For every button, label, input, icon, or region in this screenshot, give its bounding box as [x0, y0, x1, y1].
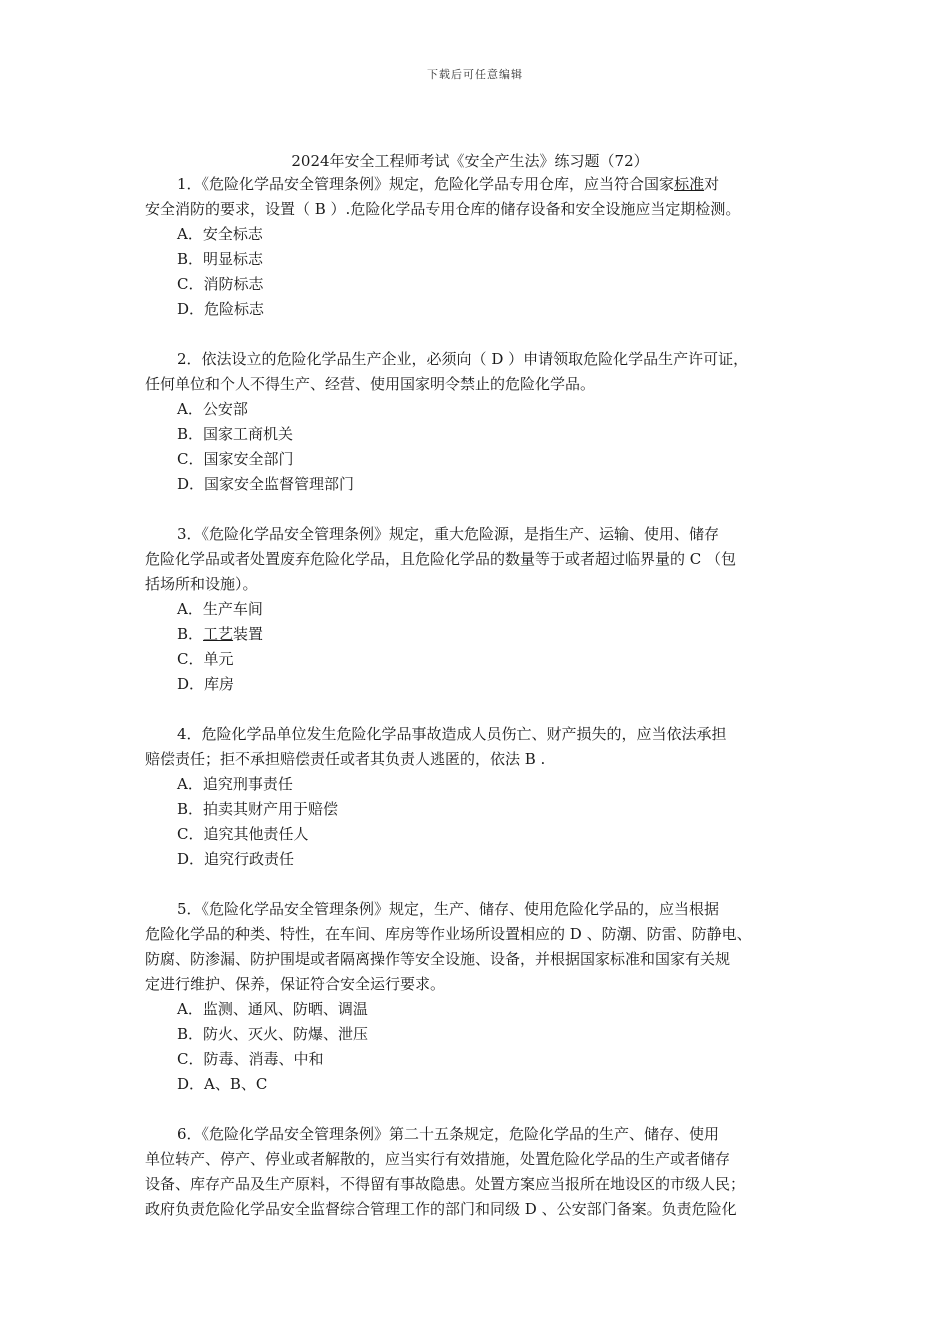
question-text-line — [145, 197, 815, 222]
answer-option: D．追究行政责任 — [177, 850, 295, 868]
question-text: 单位转产、停产、停业或者解散的，应当实行有效措施，处置危险化学品的生产或者储存 — [145, 1150, 731, 1168]
answer-option: B．防火、灭火、防爆、泄压 — [177, 1025, 369, 1043]
question-text: 括场所和设施）。 — [145, 575, 258, 593]
question-text-line — [145, 347, 815, 372]
question-text-line — [145, 572, 815, 597]
question-text: 防腐、防渗漏、防护围堤或者隔离操作等安全设施、设备，并根据国家标准和国家有关规 — [145, 950, 731, 968]
question-text: 危险化学品或者处置废弃危险化学品，且危险化学品的数量等于或者超过临界量的 C （包 — [145, 550, 737, 568]
question-text: 设备、库存产品及生产原料，不得留有事故隐患。处置方案应当报所在地设区的市级人民； — [145, 1175, 746, 1193]
question-text: 4．危险化学品单位发生危险化学品事故造成人员伤亡、财产损失的，应当依法承担 — [177, 725, 727, 743]
question-text: 政府负责危险化学品安全监督综合管理工作的部门和同级 D 、公安部门备案。负责危险化 — [145, 1200, 737, 1218]
answer-option: B．明显标志 — [177, 250, 264, 268]
question-spacer — [145, 697, 815, 722]
question-spacer — [145, 497, 815, 522]
question-block — [145, 722, 815, 872]
answer-option: C．单元 — [177, 650, 234, 668]
question-text-line — [145, 1197, 815, 1222]
question-text: 3．《危险化学品安全管理条例》规定，重大危险源，是指生产、运输、使用、储存 — [177, 525, 720, 543]
question-text-line — [145, 947, 815, 972]
answer-option: C．国家安全部门 — [177, 450, 294, 468]
answer-option: C．消防标志 — [177, 275, 264, 293]
question-block — [145, 897, 815, 1097]
question-block — [145, 522, 815, 697]
question-spacer — [145, 872, 815, 897]
question-text-line — [145, 547, 815, 572]
answer-option: D．A、B、C — [177, 1075, 268, 1093]
option-text: 装置 — [233, 625, 264, 643]
question-block — [145, 347, 815, 497]
question-text: 安全消防的要求，设置（ B ）.危险化学品专用仓库的储存设备和安全设施应当定期检测。 — [145, 200, 741, 218]
question-text-line — [145, 172, 815, 197]
question-spacer — [145, 322, 815, 347]
question-text-line — [145, 372, 815, 397]
question-block — [145, 172, 815, 322]
answer-option: B．拍卖其财产用于赔偿 — [177, 800, 339, 818]
question-text-line — [145, 722, 815, 747]
question-text-line — [145, 1172, 815, 1197]
header-note: 下载后可任意编辑 — [427, 68, 523, 81]
document-title: 2024年安全工程师考试《安全产生法》练习题（72） — [291, 152, 649, 170]
answer-option: D．国家安全监督管理部门 — [177, 475, 355, 493]
question-text-line — [145, 972, 815, 997]
question-list — [145, 172, 815, 1222]
answer-option: A．监测、通风、防晒、调温 — [177, 1000, 368, 1018]
document-body — [145, 150, 815, 1222]
underlined-term: 工艺 — [203, 625, 234, 643]
underlined-term: 标准 — [674, 175, 705, 193]
answer-option: A．生产车间 — [177, 600, 263, 618]
question-text: 赔偿责任；拒不承担赔偿责任或者其负责人逃匿的，依法 B . — [145, 750, 546, 768]
answer-option: B．国家工商机关 — [177, 425, 294, 443]
answer-option: C．追究其他责任人 — [177, 825, 309, 843]
answer-option: D．库房 — [177, 675, 235, 693]
question-text: 5．《危险化学品安全管理条例》规定，生产、储存、使用危险化学品的，应当根据 — [177, 900, 720, 918]
answer-option: A．公安部 — [177, 400, 248, 418]
answer-option — [145, 622, 815, 647]
question-text: 任何单位和个人不得生产、经营、使用国家明令禁止的危险化学品。 — [145, 375, 596, 393]
question-text: 定进行维护、保养，保证符合安全运行要求。 — [145, 975, 446, 993]
answer-option: D．危险标志 — [177, 300, 265, 318]
question-text: 1．《危险化学品安全管理条例》规定，危险化学品专用仓库，应当符合国家 — [177, 175, 675, 193]
question-text: 对 — [704, 175, 720, 193]
question-text: 6．《危险化学品安全管理条例》第二十五条规定，危险化学品的生产、储存、使用 — [177, 1125, 720, 1143]
question-spacer — [145, 1097, 815, 1122]
question-text-line — [145, 1122, 815, 1147]
question-text-line — [145, 522, 815, 547]
answer-option: C．防毒、消毒、中和 — [177, 1050, 324, 1068]
question-text-line — [145, 747, 815, 772]
answer-option: A．追究刑事责任 — [177, 775, 293, 793]
question-text-line — [145, 897, 815, 922]
question-text-line — [145, 1147, 815, 1172]
question-text: 2．依法设立的危险化学品生产企业，必须向（ D ）申请领取危险化学品生产许可证， — [177, 350, 749, 368]
option-label: B． — [177, 625, 204, 643]
answer-option: A．安全标志 — [177, 225, 263, 243]
question-text-line — [145, 922, 815, 947]
question-text: 危险化学品的种类、特性，在车间、库房等作业场所设置相应的 D 、防潮、防雷、防静电、 — [145, 925, 752, 943]
question-block — [145, 1122, 815, 1222]
